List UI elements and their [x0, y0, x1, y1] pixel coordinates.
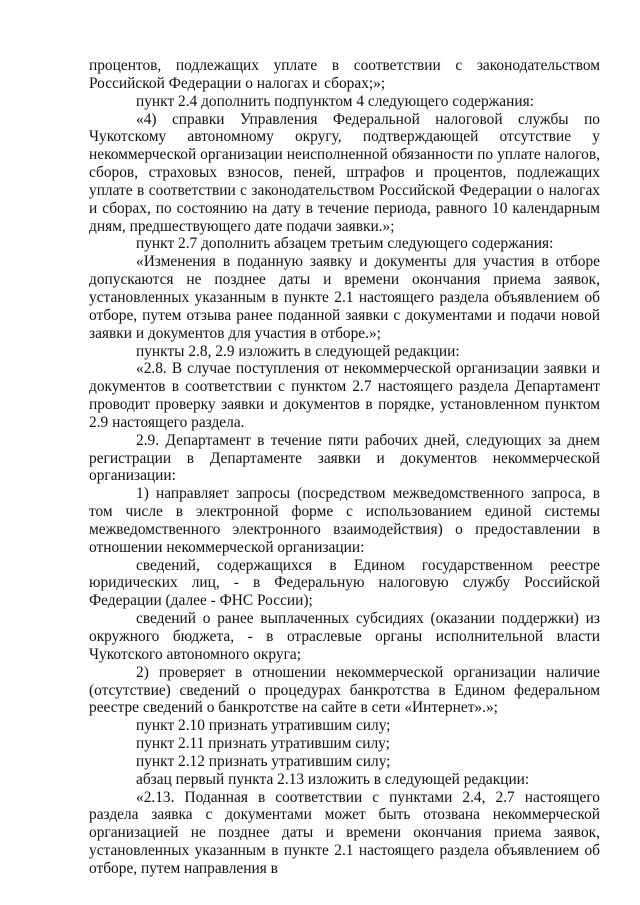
paragraph-repeal-2-10: пункт 2.10 признать утратившим силу;	[136, 717, 391, 735]
paragraph-amend-2-8-2-9: пункты 2.8, 2.9 изложить в следующей редакции:	[136, 342, 460, 360]
paragraph-item-2-bankruptcy: 2) проверяет в отношении некоммерческой организации наличие (отсутствие) сведений о процедурах банкротства в Едином федеральном реестре сведений о банкротстве на сайте в сети «Интернет».»;	[89, 663, 600, 717]
paragraph-clause-2-9: 2.9. Департамент в течение пяти рабочих дней, следующих за днем регистрации в Департаменте заявки и документов некоммерческой организации:	[89, 431, 600, 485]
paragraph-repeal-2-12: пункт 2.12 признать утратившим силу;	[136, 752, 391, 770]
paragraph-amend-2-4: пункт 2.4 дополнить подпунктом 4 следующего содержания:	[136, 92, 534, 110]
paragraph-item-1-requests: 1) направляет запросы (посредством межведомственного запроса, в том числе в электронной форме с использованием единой системы межведомственного электронного взаимодействия) о предоставлении в отношении некоммерческой организации:	[89, 485, 600, 556]
paragraph-clause-2-8: «2.8. В случае поступления от некоммерческой организации заявки и документов в соответствии с пунктом 2.7 настоящего раздела Департамент проводит проверку заявки и документов в порядке, установленном пунктом 2.9 настоящего раздела.	[89, 360, 600, 431]
document-page	[89, 57, 600, 878]
paragraph-egrul-info: сведений, содержащихся в Едином государственном реестре юридических лиц, - в Федеральную налоговую службу Российской Федерации (далее - ФНС России);	[89, 556, 600, 610]
paragraph-repeal-2-11: пункт 2.11 признать утратившим силу;	[136, 735, 390, 753]
paragraph-clause-2-13: «2.13. Поданная в соответствии с пунктами 2.4, 2.7 настоящего раздела заявка с документами может быть отозвана некоммерческой организацией не позднее даты и времени окончания приема заявок, установленных указанным в пункте 2.1 настоящего раздела объявлением об отборе, путем направления в	[89, 788, 600, 877]
paragraph-amend-2-13: абзац первый пункта 2.13 изложить в следующей редакции:	[136, 770, 530, 788]
paragraph-tax-certificate: «4) справки Управления Федеральной налоговой службы по Чукотскому автономному округу, подтверждающей отсутствие у некоммерческой организации неисполненной обязанности по уплате налогов, сборов, страховых взносов, пеней, штрафов и процентов, подлежащих уплате в соответствии с законодательством Российской Федерации о налогах и сборах, по состоянию на дату в течение периода, равного 10 календарным дням, предшествующего дате подачи заявки.»;	[89, 110, 600, 235]
paragraph-subsidies-info: сведений о ранее выплаченных субсидиях (оказании поддержки) из окружного бюджета, - в отраслевые органы исполнительной власти Чукотского автономного округа;	[89, 610, 600, 663]
paragraph-changes-to-application: «Изменения в поданную заявку и документы для участия в отборе допускаются не позднее даты и времени окончания приема заявок, установленных указанным в пункте 2.1 настоящего раздела объявлением об отборе, путем отзыва ранее поданной заявки с документами и подачи новой заявки и документов для участия в отборе.»;	[89, 253, 600, 342]
paragraph-amend-2-7: пункт 2.7 дополнить абзацем третьим следующего содержания:	[136, 235, 554, 253]
paragraph-tail-taxes: процентов, подлежащих уплате в соответствии с законодательством Российской Федерации о налогах и сборах;»;	[89, 57, 600, 92]
